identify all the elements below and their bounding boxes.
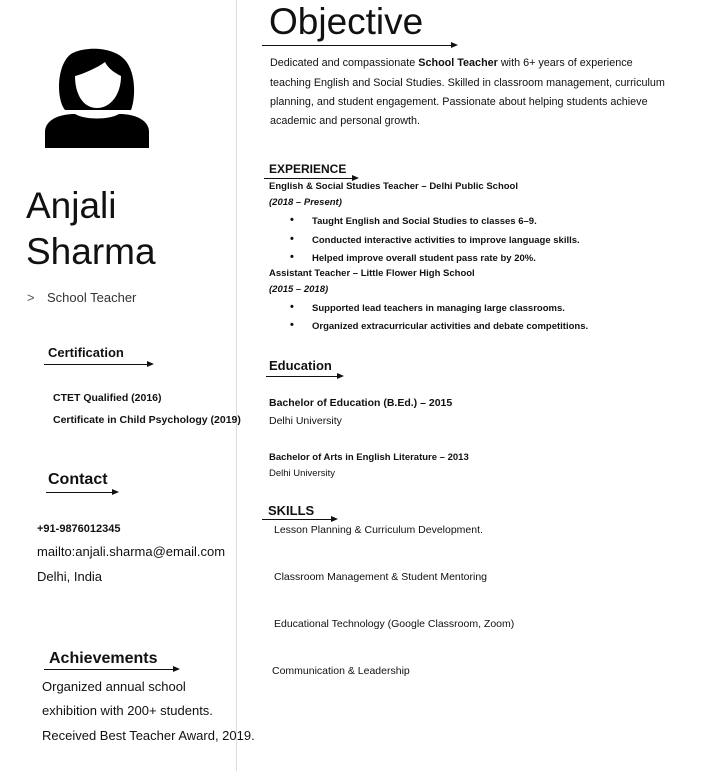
skill-item: Classroom Management & Student Mentoring: [274, 571, 488, 583]
contact-heading: Contact: [48, 471, 108, 488]
bullet-icon: •: [290, 214, 294, 226]
arrow-icon: [44, 364, 152, 365]
bullet-icon: •: [290, 251, 294, 263]
bullet-icon: •: [290, 319, 294, 331]
job-title: English & Social Studies Teacher – Delhi Public School: [269, 181, 518, 192]
objective-highlight: School Teacher: [418, 57, 498, 69]
achievement-line: exhibition with 200+ students.: [42, 703, 213, 718]
certification-item: CTET Qualified (2016): [53, 392, 162, 404]
skill-item: Communication & Leadership: [272, 665, 410, 677]
last-name: Sharma: [26, 231, 156, 272]
user-avatar-icon: [45, 48, 149, 148]
title-marker-icon: >: [27, 290, 35, 305]
job-bullet: Helped improve overall student pass rate by 20%.: [312, 253, 536, 264]
job-dates: (2018 – Present): [269, 197, 342, 208]
arrow-icon: [46, 492, 117, 493]
achievement-line: Organized annual school: [42, 679, 186, 694]
arrow-icon: [44, 669, 178, 670]
job-title: Assistant Teacher – Little Flower High School: [269, 268, 475, 279]
skill-item: Educational Technology (Google Classroom, Zoom): [274, 618, 515, 630]
first-name: Anjali: [26, 185, 117, 226]
arrow-icon: [266, 376, 342, 377]
objective-line: teaching English and Social Studies. Skilled in classroom management, curriculum: [270, 77, 665, 89]
job-bullet: Organized extracurricular activities and debate competitions.: [312, 321, 589, 332]
objective-heading: Objective: [269, 1, 424, 42]
certification-heading: Certification: [48, 345, 124, 360]
arrow-icon: [264, 178, 357, 179]
job-dates: (2015 – 2018): [269, 284, 329, 295]
arrow-icon: [262, 519, 336, 520]
contact-email[interactable]: mailto:anjali.sharma@email.com: [37, 544, 226, 559]
skills-heading: SKILLS: [268, 503, 315, 518]
experience-heading: EXPERIENCE: [269, 162, 347, 176]
bullet-icon: •: [290, 233, 294, 245]
job-title: School Teacher: [47, 290, 137, 305]
objective-line: academic and personal growth.: [270, 115, 421, 127]
bullet-icon: •: [290, 301, 294, 313]
degree: Bachelor of Education (B.Ed.) – 2015: [269, 397, 453, 409]
job-bullet: Supported lead teachers in managing large classrooms.: [312, 303, 565, 314]
contact-phone: +91-9876012345: [37, 523, 121, 535]
education-heading: Education: [269, 358, 332, 373]
certification-item: Certificate in Child Psychology (2019): [53, 414, 241, 426]
degree: Bachelor of Arts in English Literature – 2013: [269, 452, 469, 463]
contact-location: Delhi, India: [37, 569, 103, 584]
school: Delhi University: [269, 468, 335, 479]
job-bullet: Conducted interactive activities to improve language skills.: [312, 235, 580, 246]
arrow-icon: [262, 45, 456, 46]
skill-item: Lesson Planning & Curriculum Development.: [274, 524, 483, 536]
achievements-heading: Achievements: [49, 650, 158, 667]
objective-line: planning, and student engagement. Passionate about helping students achieve: [270, 96, 648, 108]
achievement-line: Received Best Teacher Award, 2019.: [42, 728, 255, 743]
job-bullet: Taught English and Social Studies to classes 6–9.: [312, 216, 537, 227]
school: Delhi University: [269, 415, 342, 427]
column-divider: [236, 0, 237, 771]
objective-line: Dedicated and compassionate School Teacher with 6+ years of experience: [270, 57, 633, 69]
